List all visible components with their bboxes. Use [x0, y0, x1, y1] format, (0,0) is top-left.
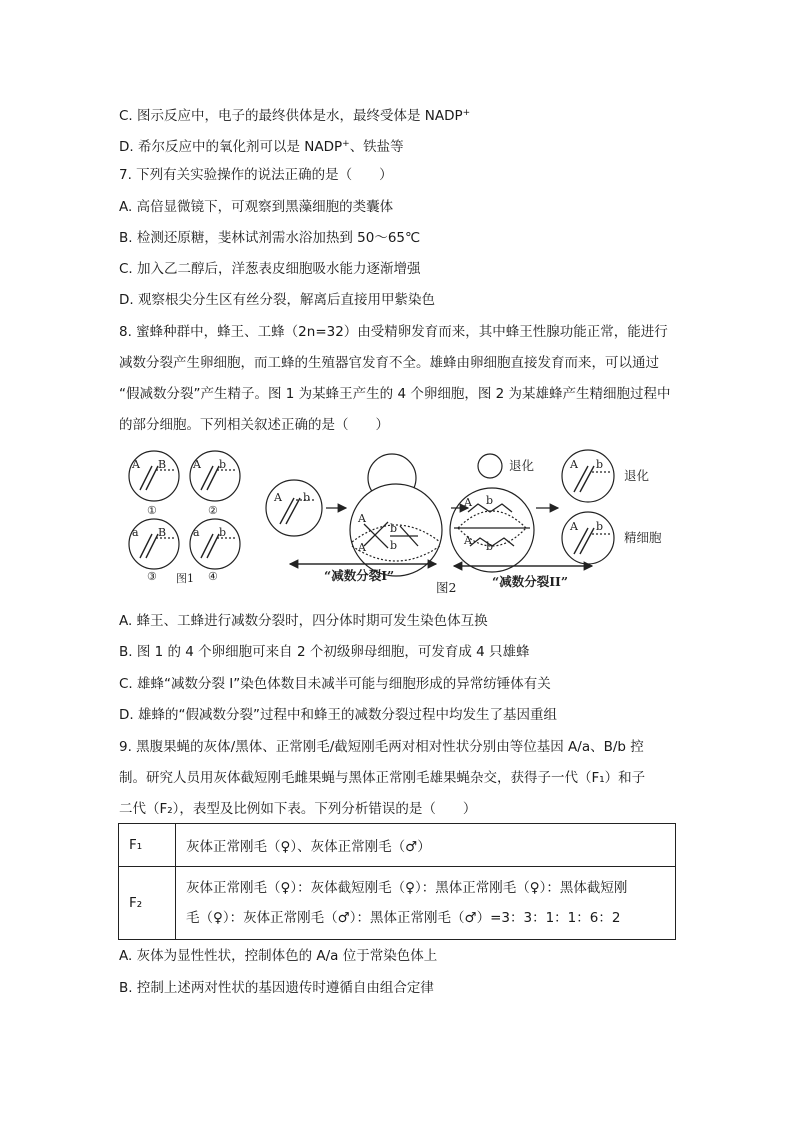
- fig1-cell4-gene-top: a: [193, 526, 200, 539]
- fig1-cell1-number: ①: [147, 504, 157, 517]
- meiosis-ii-gene-b-bottom: b: [486, 540, 494, 553]
- degenerate-cell-gene-b: b: [596, 458, 604, 471]
- sperm-cell-gene-a: A: [570, 520, 578, 533]
- option-9b: B. 控制上述两对性状的基因遗传时遵循自由组合定律: [119, 980, 434, 996]
- option-7b: B. 检测还原糖，斐林试剂需水浴加热到 50～65℃: [119, 230, 421, 246]
- meiosis-figure: [118, 446, 678, 596]
- primary-cell-gene-b: b: [303, 491, 311, 504]
- sperm-cell-gene-b: b: [596, 520, 604, 533]
- fig2-caption: 图2: [436, 580, 457, 595]
- meiosis-ii-gene-a-top: A: [464, 496, 472, 509]
- meiosis-ii-gene-b-top: b: [486, 494, 494, 507]
- meiosis-i-gene-b-top: b: [390, 522, 398, 535]
- option-6d: D. 希尔反应中的氧化剂可以是 NADP+、铁盐等: [119, 139, 404, 155]
- fig1-cell4-gene-bottom: b: [219, 526, 227, 539]
- option-9a: A. 灰体为显性性状，控制体色的 A/a 位于常染色体上: [119, 948, 438, 964]
- fig1-cell3-gene-bottom: B: [158, 526, 167, 539]
- meiosis-i-gene-a-top: A: [358, 512, 366, 525]
- option-7c: C. 加入乙二醇后，洋葱表皮细胞吸水能力逐渐增强: [119, 261, 421, 277]
- question-8-stem-line1: 8. 蜜蜂种群中，蜂王、工蜂（2n=32）由受精卵发育而来，其中蜂王性腺功能正常，能进行: [119, 324, 668, 340]
- table-key-f2: F₂: [119, 867, 176, 940]
- degenerate-label: 退化: [509, 458, 535, 473]
- option-7a: A. 高倍显微镜下，可观察到黑藻细胞的类囊体: [119, 199, 394, 215]
- question-9-stem-line2: 制。研究人员用灰体截短刚毛雌果蝇与黑体正常刚毛雄果蝇杂交，获得子一代（F₁）和子: [119, 770, 646, 786]
- fig1-cell2-gene-top: A: [193, 458, 201, 471]
- fig1-cell2-number: ②: [208, 504, 218, 517]
- question-7-stem: 7. 下列有关实验操作的说法正确的是（ ）: [119, 167, 393, 183]
- option-8b: B. 图 1 的 4 个卵细胞可来自 2 个初级卵母细胞，可发育成 4 只雄蜂: [119, 644, 530, 660]
- fig1-cell1-gene-bottom: B: [158, 458, 167, 471]
- option-7d: D. 观察根尖分生区有丝分裂，解离后直接用甲紫染色: [119, 292, 435, 308]
- fig1-cell3-gene-top: a: [132, 526, 139, 539]
- degenerate-cell-gene-a: A: [570, 458, 578, 471]
- meiosis-i-gene-b-bottom: b: [390, 539, 398, 552]
- degenerate-body: [478, 454, 502, 478]
- table-value-f1: 灰体正常刚毛（♀）、灰体正常刚毛（♂）: [176, 824, 676, 867]
- fig1-cell3-number: ③: [147, 570, 157, 583]
- question-8-stem-line4: 的部分细胞。下列相关叙述正确的是（ ）: [119, 417, 389, 433]
- table-value-f2: [176, 867, 676, 940]
- table-value-f2-line2: 毛（♀）：灰体正常刚毛（♂）：黑体正常刚毛（♂）=3：3：1：1：6：2: [186, 910, 621, 926]
- question-9-stem-line3: 二代（F₂），表型及比例如下表。下列分析错误的是（ ）: [119, 801, 477, 817]
- table-key-f1: F₁: [119, 824, 176, 867]
- question-9-stem-line1: 9. 黑腹果蝇的灰体/黑体、正常刚毛/截短刚毛两对相对性状分别由等位基因 A/a、B/b 控: [119, 739, 644, 755]
- primary-cell-gene-a: A: [274, 491, 282, 504]
- meiosis-i-label: “减数分裂I”: [324, 568, 395, 583]
- meiosis-i-gene-a-bottom: A: [358, 541, 366, 554]
- fig1-cell4-number: ④: [208, 570, 218, 583]
- phenotype-table: [118, 823, 676, 940]
- table-value-f2-line1: 灰体正常刚毛（♀）：灰体截短刚毛（♀）：黑体正常刚毛（♀）：黑体截短刚: [186, 880, 628, 896]
- meiosis-figure-svg: [118, 446, 678, 596]
- sperm-label: 精细胞: [624, 530, 662, 545]
- meiosis-ii-label: “减数分裂II”: [492, 574, 569, 589]
- fig1-caption: 图1: [176, 572, 194, 585]
- table-row-f2: [119, 867, 676, 940]
- option-8d: D. 雄蜂的“假减数分裂”过程中和蜂王的减数分裂过程中均发生了基因重组: [119, 707, 557, 723]
- question-8-stem-line2: 减数分裂产生卵细胞，而工蜂的生殖器官发育不全。雄蜂由卵细胞直接发育而来，可以通过: [119, 355, 659, 371]
- degenerate-label-2: 退化: [624, 468, 650, 483]
- fig1-cell2-gene-bottom: b: [219, 458, 227, 471]
- meiosis-ii-gene-a-bottom: A: [464, 534, 472, 547]
- question-8-stem-line3: “假减数分裂”产生精子。图 1 为某蜂王产生的 4 个卵细胞，图 2 为某雄蜂产生精细胞过程中: [119, 386, 671, 402]
- option-6c: C. 图示反应中，电子的最终供体是水，最终受体是 NADP+: [119, 108, 471, 124]
- fig1-cell1-gene-top: A: [132, 458, 140, 471]
- table-row-f1: [119, 824, 676, 867]
- option-8c: C. 雄蜂“减数分裂 I”染色体数目未减半可能与细胞形成的异常纺锤体有关: [119, 676, 551, 692]
- option-8a: A. 蜂王、工蜂进行减数分裂时，四分体时期可发生染色体互换: [119, 613, 488, 629]
